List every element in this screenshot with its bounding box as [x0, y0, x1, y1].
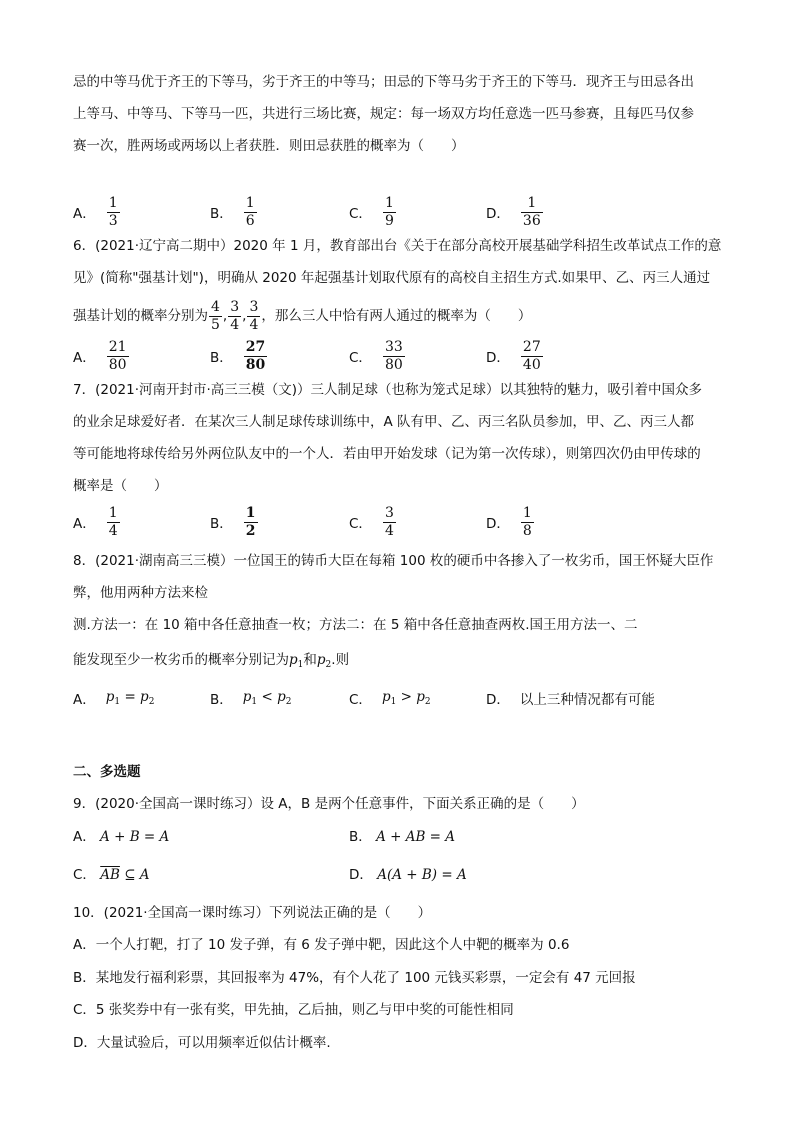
q6-line-1: 6．(2021·辽宁高二期中）2020 年 1 月，教育部出台《关于在部分高校开展基础学科招生改革试点工作的意: [73, 238, 722, 254]
q6-options: [73, 334, 733, 378]
fraction: $\frac{21}{80}$: [108, 338, 127, 373]
q6-option-d: D． $\frac{27}{40}$: [486, 338, 541, 373]
q9-option-d: D． A(A + B) = A: [349, 867, 467, 883]
q8-options: [73, 676, 733, 720]
q6-option-c: C． $\frac{33}{80}$: [349, 338, 403, 373]
q5-option-c: C． $\frac{1}{9}$: [349, 194, 394, 229]
q7-options: [73, 500, 733, 544]
q6-option-b: B． $\frac{27}{80}$: [210, 338, 266, 373]
q6-line-2: 见》(简称"强基计划")，明确从 2020 年起强基计划取代原有的高校自主招生方式.如果甲、乙、丙三人通过: [73, 270, 711, 286]
q9-option-a: A． A + B = A: [73, 829, 170, 845]
fraction: $\frac{1}{2}$: [245, 504, 256, 539]
q6-line-3: 强基计划的概率分别为 $\frac{4}{5}$ , $\frac{3}{4}$ , $\frac{3}{4}$ ，那么三人中恰有两人通过的概率为（ ）: [73, 298, 532, 333]
q9-option-b: B． A + AB = A: [349, 829, 456, 845]
q8-option-a: A． $p_1 = p_2$: [73, 689, 155, 708]
q6-option-a: A． $\frac{21}{80}$: [73, 338, 127, 373]
q8-option-b: B． $p_1 < p_2$: [210, 689, 292, 708]
fraction: $\frac{1}{4}$: [108, 504, 118, 539]
q6-prob-fractions: $\frac{4}{5}$ , $\frac{3}{4}$ , $\frac{3}{4}$: [211, 298, 259, 333]
fraction: $\frac{1}{6}$: [245, 194, 255, 229]
q10-line-1: 10．(2021·全国高一课时练习）下列说法正确的是（ ）: [73, 905, 432, 921]
q10-option-d: D．大量试验后，可以用频率近似估计概率.: [73, 1035, 331, 1051]
q7-option-c: C． $\frac{3}{4}$: [349, 504, 394, 539]
q7-line-4: 概率是（ ）: [73, 478, 168, 494]
q5-options: [73, 190, 733, 234]
fraction: $\frac{27}{40}$: [522, 338, 541, 373]
q9-option-c: C． $\overline{AB}$ ⊆ A: [73, 867, 150, 883]
q5-option-b: B． $\frac{1}{6}$: [210, 194, 255, 229]
q7-option-a: A． $\frac{1}{4}$: [73, 504, 118, 539]
q10-option-b: B．某地发行福利彩票，其回报率为 47%，有个人花了 100 元钱买彩票，一定会有 47 元回报: [73, 970, 636, 986]
q10-option-a: A．一个人打靶，打了 10 发子弹，有 6 发子弹中靶，因此这个人中靶的概率为 0.6: [73, 937, 570, 953]
q7-line-1: 7．(2021·河南开封市·高三三模（文)）三人制足球（也称为笼式足球）以其独特的魅力，吸引着中国众多: [73, 382, 703, 398]
fraction: $\frac{27}{80}$: [245, 338, 266, 373]
fraction: $\frac{3}{4}$: [384, 504, 394, 539]
q5-line-1: 忌的中等马优于齐王的下等马，劣于齐王的中等马；田忌的下等马劣于齐王的下等马．现齐王与田忌各出: [73, 74, 694, 90]
q9-line-1: 9．(2020·全国高一课时练习）设 A，B 是两个任意事件，下面关系正确的是（ ）: [73, 796, 585, 812]
q5-line-3: 赛一次，胜两场或两场以上者获胜．则田忌获胜的概率为（ ）: [73, 138, 465, 154]
q8-line-3: 测.方法一：在 10 箱中各任意抽查一枚；方法二：在 5 箱中各任意抽查两枚.国王用方法一、二: [73, 617, 638, 633]
q8-line-4: 能发现至少一枚劣币的概率分别记为$p_1$和$p_2$.则: [73, 652, 350, 670]
q7-option-d: D． $\frac{1}{8}$: [486, 504, 532, 539]
q8-option-c: C． $p_1 > p_2$: [349, 689, 431, 708]
q7-line-2: 的业余足球爱好者．在某次三人制足球传球训练中，A 队有甲、乙、丙三名队员参加，甲、乙、丙三人都: [73, 414, 695, 430]
q7-line-3: 等可能地将球传给另外两位队友中的一个人．若由甲开始发球（记为第一次传球），则第四次仍由甲传球的: [73, 446, 701, 462]
fraction: $\frac{1}{8}$: [522, 504, 532, 539]
q8-option-d: D． 以上三种情况都有可能: [486, 692, 655, 708]
q7-option-b: B． $\frac{1}{2}$: [210, 504, 256, 539]
fraction: $\frac{1}{3}$: [108, 194, 118, 229]
q5-option-a: A． $\frac{1}{3}$: [73, 194, 118, 229]
q10-option-c: C．5 张奖券中有一张有奖，甲先抽，乙后抽，则乙与甲中奖的可能性相同: [73, 1002, 514, 1018]
q8-line-2: 弊，他用两种方法来检: [73, 585, 208, 601]
section-title: 二、多选题: [73, 764, 141, 780]
fraction: $\frac{33}{80}$: [384, 338, 403, 373]
q5-line-2: 上等马、中等马、下等马一匹，共进行三场比赛，规定：每一场双方均任意选一匹马参赛，且每匹马仅参: [73, 106, 694, 122]
q5-option-d: D． $\frac{1}{36}$: [486, 194, 541, 229]
fraction: $\frac{1}{36}$: [522, 194, 541, 229]
q8-line-1: 8．(2021·湖南高三三模）一位国王的铸币大臣在每箱 100 枚的硬币中各掺入了一枚劣币，国王怀疑大臣作: [73, 553, 714, 569]
fraction: $\frac{1}{9}$: [384, 194, 394, 229]
